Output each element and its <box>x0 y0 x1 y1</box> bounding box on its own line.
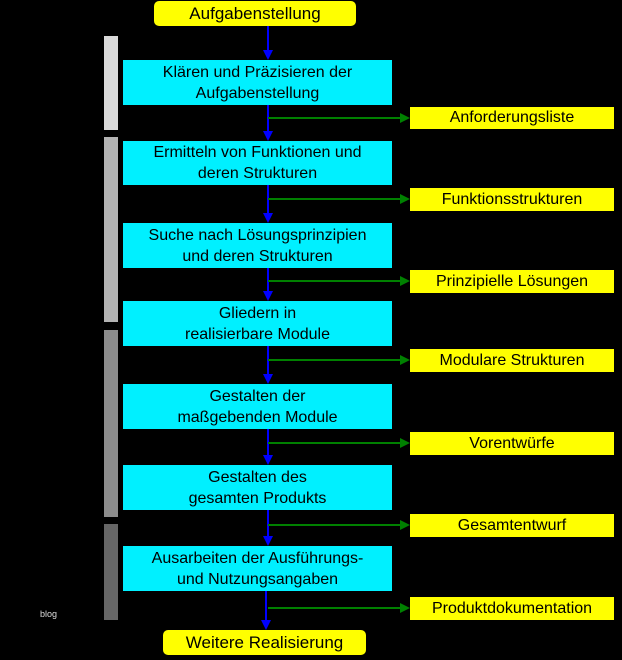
phase-bar-2 <box>104 137 118 322</box>
watermark-text: blog <box>40 609 58 619</box>
phase-bar-3 <box>104 330 118 517</box>
step-search-principles: Suche nach Lösungsprinzipien und deren Strukturen <box>123 223 392 268</box>
phase-bar-4 <box>104 524 118 620</box>
step-divide-modules: Gliedern in realisierbare Module <box>123 301 392 346</box>
result-requirements-list: Anforderungsliste <box>410 107 614 129</box>
result-preliminary-designs: Vorentwürfe <box>410 432 614 455</box>
step-clarify-task: Klären und Präzisieren der Aufgabenstellung <box>123 60 392 105</box>
step-design-whole-product: Gestalten des gesamten Produkts <box>123 465 392 510</box>
step-elaborate-documentation: Ausarbeiten der Ausführungs- und Nutzungsangaben <box>123 546 392 591</box>
result-product-documentation: Produktdokumentation <box>410 597 614 620</box>
start-terminal: Aufgabenstellung <box>154 1 356 26</box>
result-modular-structures: Modulare Strukturen <box>410 349 614 372</box>
result-function-structures: Funktionsstrukturen <box>410 188 614 211</box>
result-principal-solutions: Prinzipielle Lösungen <box>410 270 614 293</box>
end-terminal: Weitere Realisierung <box>163 630 366 655</box>
step-design-key-modules: Gestalten der maßgebenden Module <box>123 384 392 429</box>
step-determine-functions: Ermitteln von Funktionen und deren Strukturen <box>123 141 392 185</box>
result-overall-design: Gesamtentwurf <box>410 514 614 537</box>
phase-bar-1 <box>104 36 118 130</box>
